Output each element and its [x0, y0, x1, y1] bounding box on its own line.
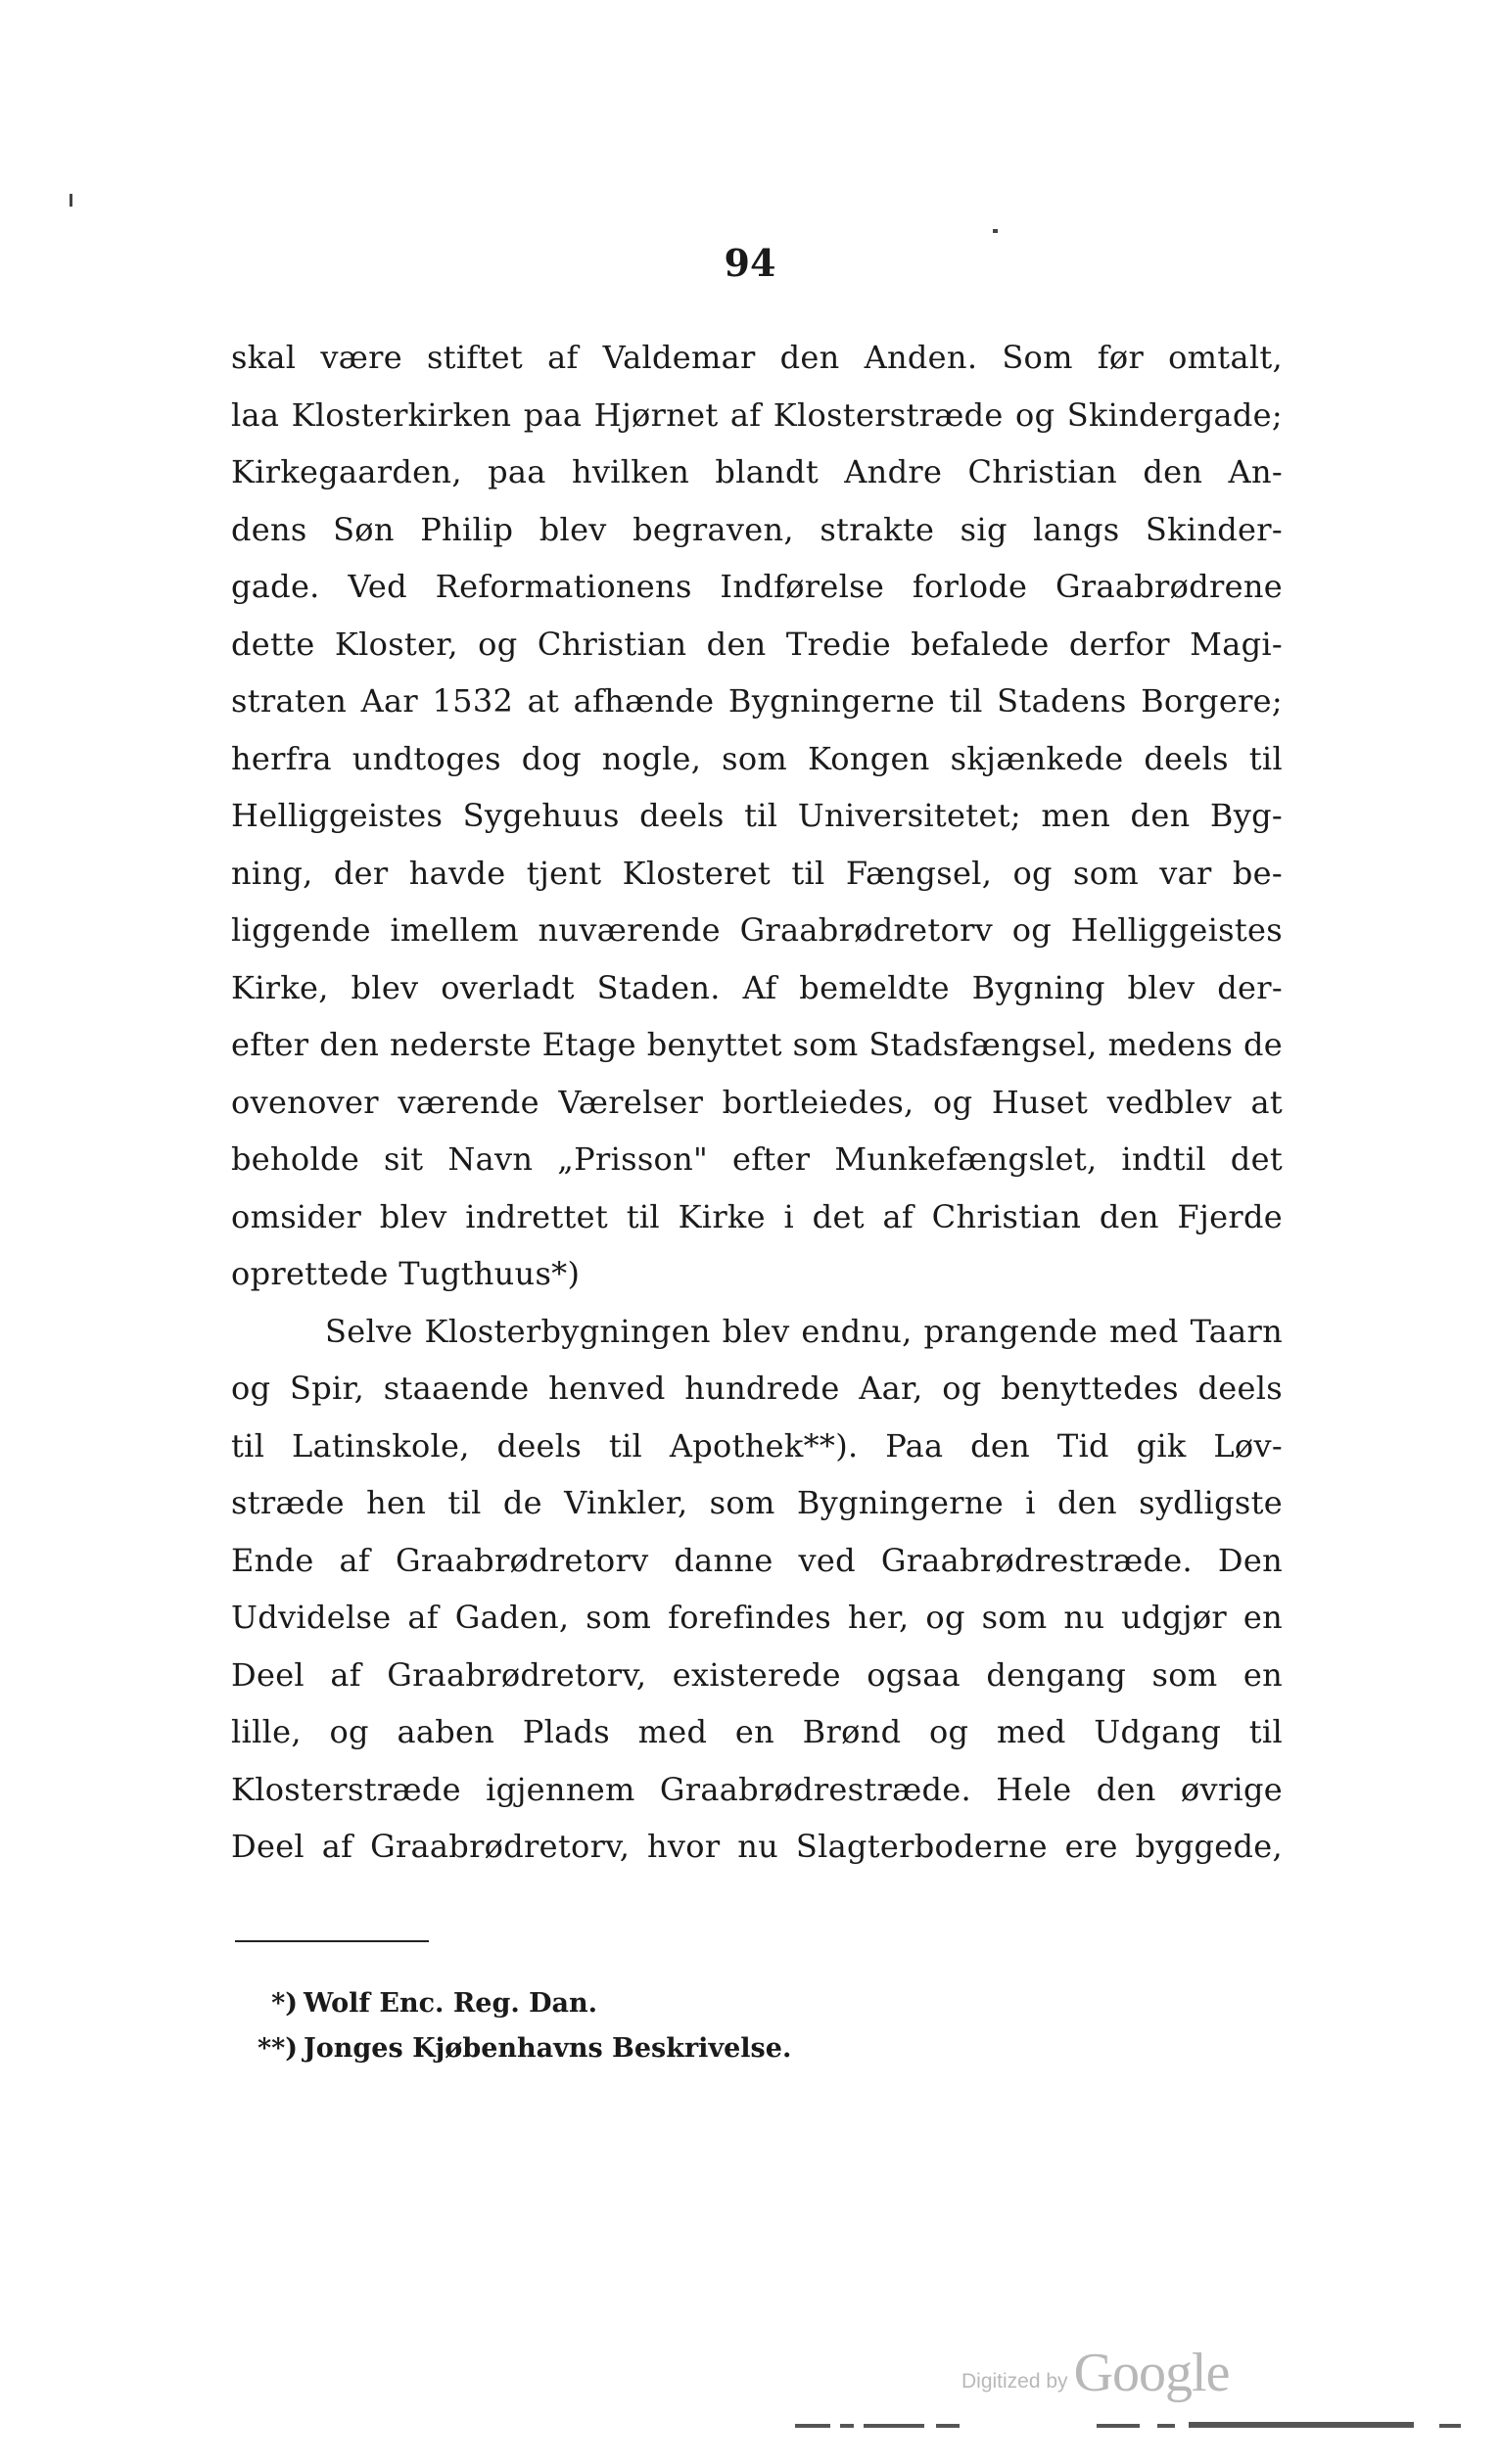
text-line: straten Aar 1532 at afhænde Bygningerne til Stadens Borgere;: [231, 682, 1283, 720]
text-line: Udvidelse af Gaden, som forefindes her, og som nu udgjør en: [231, 1599, 1283, 1636]
text-line: Selve Klosterbygningen blev endnu, prangende med Taarn: [325, 1312, 1283, 1350]
footnote-text: Wolf Enc. Reg. Dan.: [304, 1988, 598, 2019]
text-line: stræde hen til de Vinkler, som Bygningerne i den sydligste: [231, 1484, 1283, 1521]
text-line: dens Søn Philip blev begraven, strakte sig langs Skinder-: [231, 510, 1283, 548]
text-line: dette Kloster, og Christian den Tredie befalede derfor Magi-: [231, 625, 1283, 663]
scan-noise: [795, 2424, 830, 2428]
text-line: til Latinskole, deels til Apothek**). Paa den Tid gik Løv-: [231, 1426, 1283, 1464]
text-line: Helliggeistes Sygehuus deels til Universitetet; men den Byg-: [231, 797, 1283, 834]
scan-noise: [1097, 2424, 1140, 2428]
text-line: Ende af Graabrødretorv danne ved Graabrødrestræde. Den: [231, 1541, 1283, 1579]
text-line: omsider blev indrettet til Kirke i det af Christian den Fjerde: [231, 1197, 1283, 1235]
text-line: Kirkegaarden, paa hvilken blandt Andre Christian den An-: [231, 453, 1283, 490]
text-line: beholde sit Navn „Prisson" efter Munkefængslet, indtil det: [231, 1140, 1283, 1178]
footnote-divider: [235, 1940, 429, 1942]
text-line: liggende imellem nuværende Graabrødretorv og Helliggeistes: [231, 911, 1283, 949]
text-line: laa Klosterkirken paa Hjørnet af Klosterstræde og Skindergade;: [231, 395, 1283, 434]
google-logo: Google: [1073, 2343, 1230, 2403]
scan-noise: [1157, 2424, 1175, 2428]
footnotes: [251, 1981, 791, 2071]
text-line: ning, der havde tjent Klosteret til Fængsel, og som var be-: [231, 854, 1283, 892]
scan-noise: [936, 2424, 960, 2428]
text-line: ovenover værende Værelser bortleiedes, og Huset vedblev at: [231, 1083, 1283, 1121]
scan-noise: [840, 2424, 854, 2428]
scan-noise: [864, 2424, 924, 2428]
footnote: [251, 2026, 791, 2071]
text-line: oprettede Tugthuus*): [231, 1255, 581, 1292]
text-line: gade. Ved Reformationens Indførelse forlode Graabrødrene: [231, 568, 1283, 605]
digitized-prefix: Digitized by: [961, 2370, 1068, 2393]
footnote: [251, 1981, 791, 2026]
footnote-text: Jonges Kjøbenhavns Beskrivelse.: [304, 2033, 792, 2064]
text-line: Deel af Graabrødretorv, existerede ogsaa dengang som en: [231, 1655, 1283, 1694]
text-line: Kirke, blev overladt Staden. Af bemeldte Bygning blev der-: [231, 968, 1283, 1006]
page-number: 94: [724, 241, 776, 285]
text-line: lille, og aaben Plads med en Brønd og med Udgang til: [231, 1713, 1283, 1750]
text-line: skal være stiftet af Valdemar den Anden. Som før omtalt,: [231, 339, 1283, 376]
digitized-watermark: [961, 2342, 1229, 2404]
footnote-mark: *): [271, 1988, 298, 2019]
text-line: efter den nederste Etage benyttet som Stadsfængsel, medens de: [231, 1026, 1283, 1063]
text-line: og Spir, staaende henved hundrede Aar, og benyttedes deels: [231, 1370, 1283, 1407]
scan-noise: [1189, 2422, 1414, 2428]
footnote-mark: **): [257, 2033, 298, 2064]
text-line: Deel af Graabrødretorv, hvor nu Slagterboderne ere byggede,: [231, 1828, 1283, 1865]
text-line: herfra undtoges dog nogle, som Kongen skjænkede deels til: [231, 739, 1283, 777]
body-text: [231, 329, 1283, 1876]
scan-speck: [993, 229, 998, 233]
scan-noise: [1439, 2424, 1461, 2428]
scan-speck: [70, 194, 72, 207]
text-line: Klosterstræde igjennem Graabrødrestræde. Hele den øvrige: [231, 1770, 1283, 1808]
